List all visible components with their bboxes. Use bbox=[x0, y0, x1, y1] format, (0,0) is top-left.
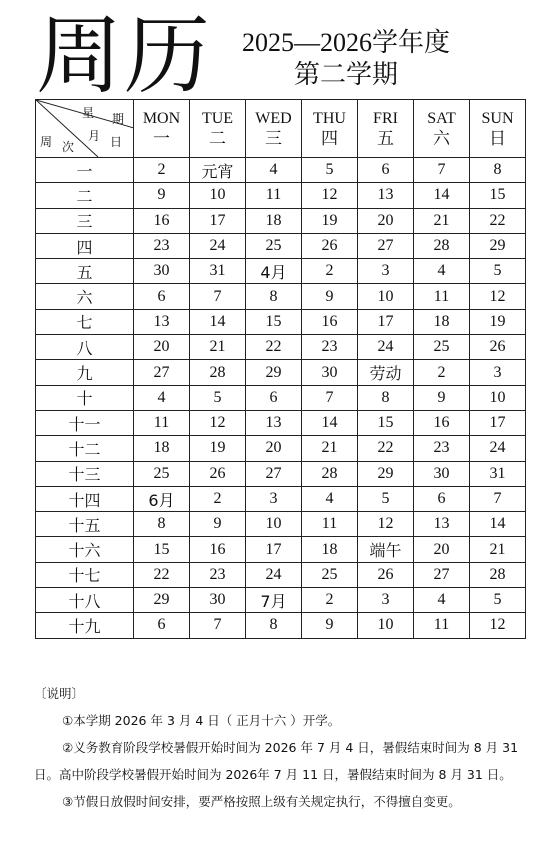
date-cell: 11 bbox=[414, 613, 470, 638]
week-row bbox=[36, 335, 526, 360]
week-row bbox=[36, 410, 526, 435]
date-cell: 15 bbox=[470, 183, 526, 208]
note-2: ②义务教育阶段学校暑假开始时间为 2026 年 7 月 4 日，暑假结束时间为 8 月 31 日。高中阶段学校暑假开始时间为 2026年 7 月 11 日，暑假结束时间为 8 月 31 日。 bbox=[34, 740, 519, 782]
date-cell: 17 bbox=[358, 309, 414, 334]
week-number-cell: 十八 bbox=[36, 588, 134, 613]
date-cell: 13 bbox=[358, 183, 414, 208]
date-cell: 13 bbox=[246, 410, 302, 435]
date-cell: 端午 bbox=[358, 537, 414, 562]
week-number-cell: 十九 bbox=[36, 613, 134, 638]
date-cell: 22 bbox=[470, 208, 526, 233]
date-cell: 10 bbox=[190, 183, 246, 208]
date-cell: 2 bbox=[414, 360, 470, 385]
date-cell: 9 bbox=[190, 512, 246, 537]
week-number-cell: 十五 bbox=[36, 512, 134, 537]
date-cell: 14 bbox=[190, 309, 246, 334]
semester-title: 第二学期 bbox=[293, 60, 398, 89]
date-cell: 4 bbox=[414, 259, 470, 284]
date-cell: 28 bbox=[470, 562, 526, 587]
date-cell: 8 bbox=[246, 284, 302, 309]
date-cell: 11 bbox=[302, 512, 358, 537]
date-cell: 24 bbox=[470, 436, 526, 461]
week-number-cell: 十七 bbox=[36, 562, 134, 587]
notes-section bbox=[34, 680, 524, 815]
date-cell: 18 bbox=[414, 309, 470, 334]
date-cell: 31 bbox=[190, 259, 246, 284]
week-row bbox=[36, 588, 526, 613]
date-cell: 13 bbox=[414, 512, 470, 537]
date-cell: 21 bbox=[302, 436, 358, 461]
date-cell: 15 bbox=[134, 537, 190, 562]
date-cell: 31 bbox=[470, 461, 526, 486]
date-cell: 3 bbox=[246, 486, 302, 511]
date-cell: 20 bbox=[246, 436, 302, 461]
date-cell: 20 bbox=[358, 208, 414, 233]
date-cell: 10 bbox=[246, 512, 302, 537]
date-cell: 2 bbox=[190, 486, 246, 511]
date-cell: 元宵 bbox=[190, 158, 246, 183]
week-number-cell: 十三 bbox=[36, 461, 134, 486]
date-cell: 9 bbox=[134, 183, 190, 208]
date-cell: 26 bbox=[470, 335, 526, 360]
week-number-cell: 二 bbox=[36, 183, 134, 208]
date-cell: 23 bbox=[134, 233, 190, 258]
date-cell: 劳动 bbox=[358, 360, 414, 385]
week-row bbox=[36, 259, 526, 284]
week-row bbox=[36, 537, 526, 562]
date-cell: 12 bbox=[302, 183, 358, 208]
date-cell: 29 bbox=[134, 588, 190, 613]
date-cell: 19 bbox=[302, 208, 358, 233]
date-cell: 22 bbox=[246, 335, 302, 360]
date-cell: 28 bbox=[190, 360, 246, 385]
notes-heading: 〔说明〕 bbox=[34, 686, 85, 701]
date-cell: 14 bbox=[302, 410, 358, 435]
week-row bbox=[36, 562, 526, 587]
date-cell: 26 bbox=[190, 461, 246, 486]
week-row bbox=[36, 309, 526, 334]
corner-label-qi: 期 bbox=[112, 112, 125, 126]
date-cell: 2 bbox=[134, 158, 190, 183]
week-row bbox=[36, 183, 526, 208]
date-cell: 12 bbox=[470, 613, 526, 638]
date-cell: 4 bbox=[134, 385, 190, 410]
date-cell: 19 bbox=[190, 436, 246, 461]
date-cell: 5 bbox=[190, 385, 246, 410]
date-cell: 11 bbox=[134, 410, 190, 435]
date-cell: 18 bbox=[302, 537, 358, 562]
date-cell: 6 bbox=[414, 486, 470, 511]
week-number-cell: 十 bbox=[36, 385, 134, 410]
date-cell: 25 bbox=[302, 562, 358, 587]
date-cell: 9 bbox=[302, 613, 358, 638]
date-cell: 19 bbox=[470, 309, 526, 334]
date-cell: 17 bbox=[190, 208, 246, 233]
academic-year-title: 2025—2026学年度 bbox=[241, 28, 450, 57]
week-row bbox=[36, 461, 526, 486]
week-calendar-table bbox=[35, 99, 526, 639]
date-cell: 6月 bbox=[134, 486, 190, 511]
date-cell: 6 bbox=[134, 613, 190, 638]
date-cell: 6 bbox=[134, 284, 190, 309]
date-cell: 18 bbox=[246, 208, 302, 233]
date-cell: 3 bbox=[358, 259, 414, 284]
day-header-tue: TUE 二 bbox=[190, 100, 246, 158]
date-cell: 17 bbox=[470, 410, 526, 435]
date-cell: 16 bbox=[302, 309, 358, 334]
date-cell: 6 bbox=[358, 158, 414, 183]
day-header-wed: WED 三 bbox=[246, 100, 302, 158]
corner-header-cell bbox=[36, 100, 134, 158]
date-cell: 30 bbox=[190, 588, 246, 613]
date-cell: 7 bbox=[190, 284, 246, 309]
date-cell: 16 bbox=[134, 208, 190, 233]
date-cell: 25 bbox=[134, 461, 190, 486]
date-cell: 5 bbox=[302, 158, 358, 183]
date-cell: 23 bbox=[190, 562, 246, 587]
date-cell: 12 bbox=[358, 512, 414, 537]
date-cell: 2 bbox=[302, 588, 358, 613]
week-row bbox=[36, 512, 526, 537]
date-cell: 22 bbox=[358, 436, 414, 461]
date-cell: 23 bbox=[414, 436, 470, 461]
week-number-cell: 四 bbox=[36, 233, 134, 258]
corner-label-ri: 日 bbox=[110, 135, 123, 149]
day-header-mon: MON 一 bbox=[134, 100, 190, 158]
note-3: ③节假日放假时间安排，要严格按照上级有关规定执行，不得擅自变更。 bbox=[62, 794, 461, 809]
header-row bbox=[36, 100, 526, 158]
date-cell: 10 bbox=[358, 284, 414, 309]
date-cell: 17 bbox=[246, 537, 302, 562]
date-cell: 7月 bbox=[246, 588, 302, 613]
date-cell: 29 bbox=[358, 461, 414, 486]
date-cell: 4月 bbox=[246, 259, 302, 284]
corner-label-xing: 星 bbox=[82, 106, 95, 120]
week-number-cell: 十四 bbox=[36, 486, 134, 511]
date-cell: 29 bbox=[470, 233, 526, 258]
date-cell: 2 bbox=[302, 259, 358, 284]
date-cell: 27 bbox=[246, 461, 302, 486]
date-cell: 26 bbox=[302, 233, 358, 258]
date-cell: 30 bbox=[414, 461, 470, 486]
date-cell: 16 bbox=[190, 537, 246, 562]
week-row bbox=[36, 613, 526, 638]
date-cell: 7 bbox=[470, 486, 526, 511]
date-cell: 27 bbox=[414, 562, 470, 587]
week-number-cell: 三 bbox=[36, 208, 134, 233]
date-cell: 18 bbox=[134, 436, 190, 461]
date-cell: 11 bbox=[246, 183, 302, 208]
page-title: 周历 bbox=[36, 6, 212, 106]
week-number-cell: 十二 bbox=[36, 436, 134, 461]
date-cell: 25 bbox=[414, 335, 470, 360]
week-row bbox=[36, 486, 526, 511]
date-cell: 14 bbox=[470, 512, 526, 537]
date-cell: 5 bbox=[358, 486, 414, 511]
week-row bbox=[36, 284, 526, 309]
date-cell: 9 bbox=[414, 385, 470, 410]
day-header-thu: THU 四 bbox=[302, 100, 358, 158]
date-cell: 27 bbox=[358, 233, 414, 258]
date-cell: 14 bbox=[414, 183, 470, 208]
date-cell: 8 bbox=[358, 385, 414, 410]
date-cell: 13 bbox=[134, 309, 190, 334]
day-header-sun: SUN 日 bbox=[470, 100, 526, 158]
date-cell: 3 bbox=[358, 588, 414, 613]
date-cell: 30 bbox=[302, 360, 358, 385]
date-cell: 24 bbox=[358, 335, 414, 360]
date-cell: 11 bbox=[414, 284, 470, 309]
date-cell: 24 bbox=[246, 562, 302, 587]
date-cell: 12 bbox=[190, 410, 246, 435]
date-cell: 7 bbox=[414, 158, 470, 183]
date-cell: 3 bbox=[470, 360, 526, 385]
calendar-body bbox=[36, 158, 526, 639]
week-number-cell: 八 bbox=[36, 335, 134, 360]
date-cell: 8 bbox=[246, 613, 302, 638]
date-cell: 24 bbox=[190, 233, 246, 258]
date-cell: 29 bbox=[246, 360, 302, 385]
date-cell: 10 bbox=[358, 613, 414, 638]
date-cell: 16 bbox=[414, 410, 470, 435]
corner-label-yue: 月 bbox=[88, 129, 101, 143]
week-row bbox=[36, 208, 526, 233]
note-1: ①本学期 2026 年 3 月 4 日（ 正月十六 ）开学。 bbox=[62, 713, 341, 728]
week-number-cell: 五 bbox=[36, 259, 134, 284]
date-cell: 21 bbox=[414, 208, 470, 233]
week-number-cell: 一 bbox=[36, 158, 134, 183]
date-cell: 25 bbox=[246, 233, 302, 258]
date-cell: 5 bbox=[470, 259, 526, 284]
date-cell: 30 bbox=[134, 259, 190, 284]
week-number-cell: 六 bbox=[36, 284, 134, 309]
date-cell: 27 bbox=[134, 360, 190, 385]
date-cell: 28 bbox=[414, 233, 470, 258]
date-cell: 10 bbox=[470, 385, 526, 410]
week-row bbox=[36, 385, 526, 410]
date-cell: 9 bbox=[302, 284, 358, 309]
week-row bbox=[36, 233, 526, 258]
date-cell: 28 bbox=[302, 461, 358, 486]
corner-label-ci: 次 bbox=[62, 140, 75, 154]
week-row bbox=[36, 436, 526, 461]
date-cell: 12 bbox=[470, 284, 526, 309]
date-cell: 23 bbox=[302, 335, 358, 360]
date-cell: 7 bbox=[190, 613, 246, 638]
week-number-cell: 十一 bbox=[36, 410, 134, 435]
day-header-sat: SAT 六 bbox=[414, 100, 470, 158]
date-cell: 5 bbox=[470, 588, 526, 613]
week-row bbox=[36, 158, 526, 183]
date-cell: 4 bbox=[414, 588, 470, 613]
day-header-fri: FRI 五 bbox=[358, 100, 414, 158]
date-cell: 20 bbox=[134, 335, 190, 360]
date-cell: 26 bbox=[358, 562, 414, 587]
week-number-cell: 九 bbox=[36, 360, 134, 385]
date-cell: 15 bbox=[358, 410, 414, 435]
date-cell: 4 bbox=[246, 158, 302, 183]
date-cell: 15 bbox=[246, 309, 302, 334]
date-cell: 21 bbox=[190, 335, 246, 360]
date-cell: 7 bbox=[302, 385, 358, 410]
week-number-cell: 十六 bbox=[36, 537, 134, 562]
date-cell: 20 bbox=[414, 537, 470, 562]
date-cell: 6 bbox=[246, 385, 302, 410]
date-cell: 8 bbox=[470, 158, 526, 183]
week-row bbox=[36, 360, 526, 385]
date-cell: 4 bbox=[302, 486, 358, 511]
corner-label-zhou: 周 bbox=[40, 135, 53, 149]
date-cell: 22 bbox=[134, 562, 190, 587]
date-cell: 21 bbox=[470, 537, 526, 562]
date-cell: 8 bbox=[134, 512, 190, 537]
week-number-cell: 七 bbox=[36, 309, 134, 334]
